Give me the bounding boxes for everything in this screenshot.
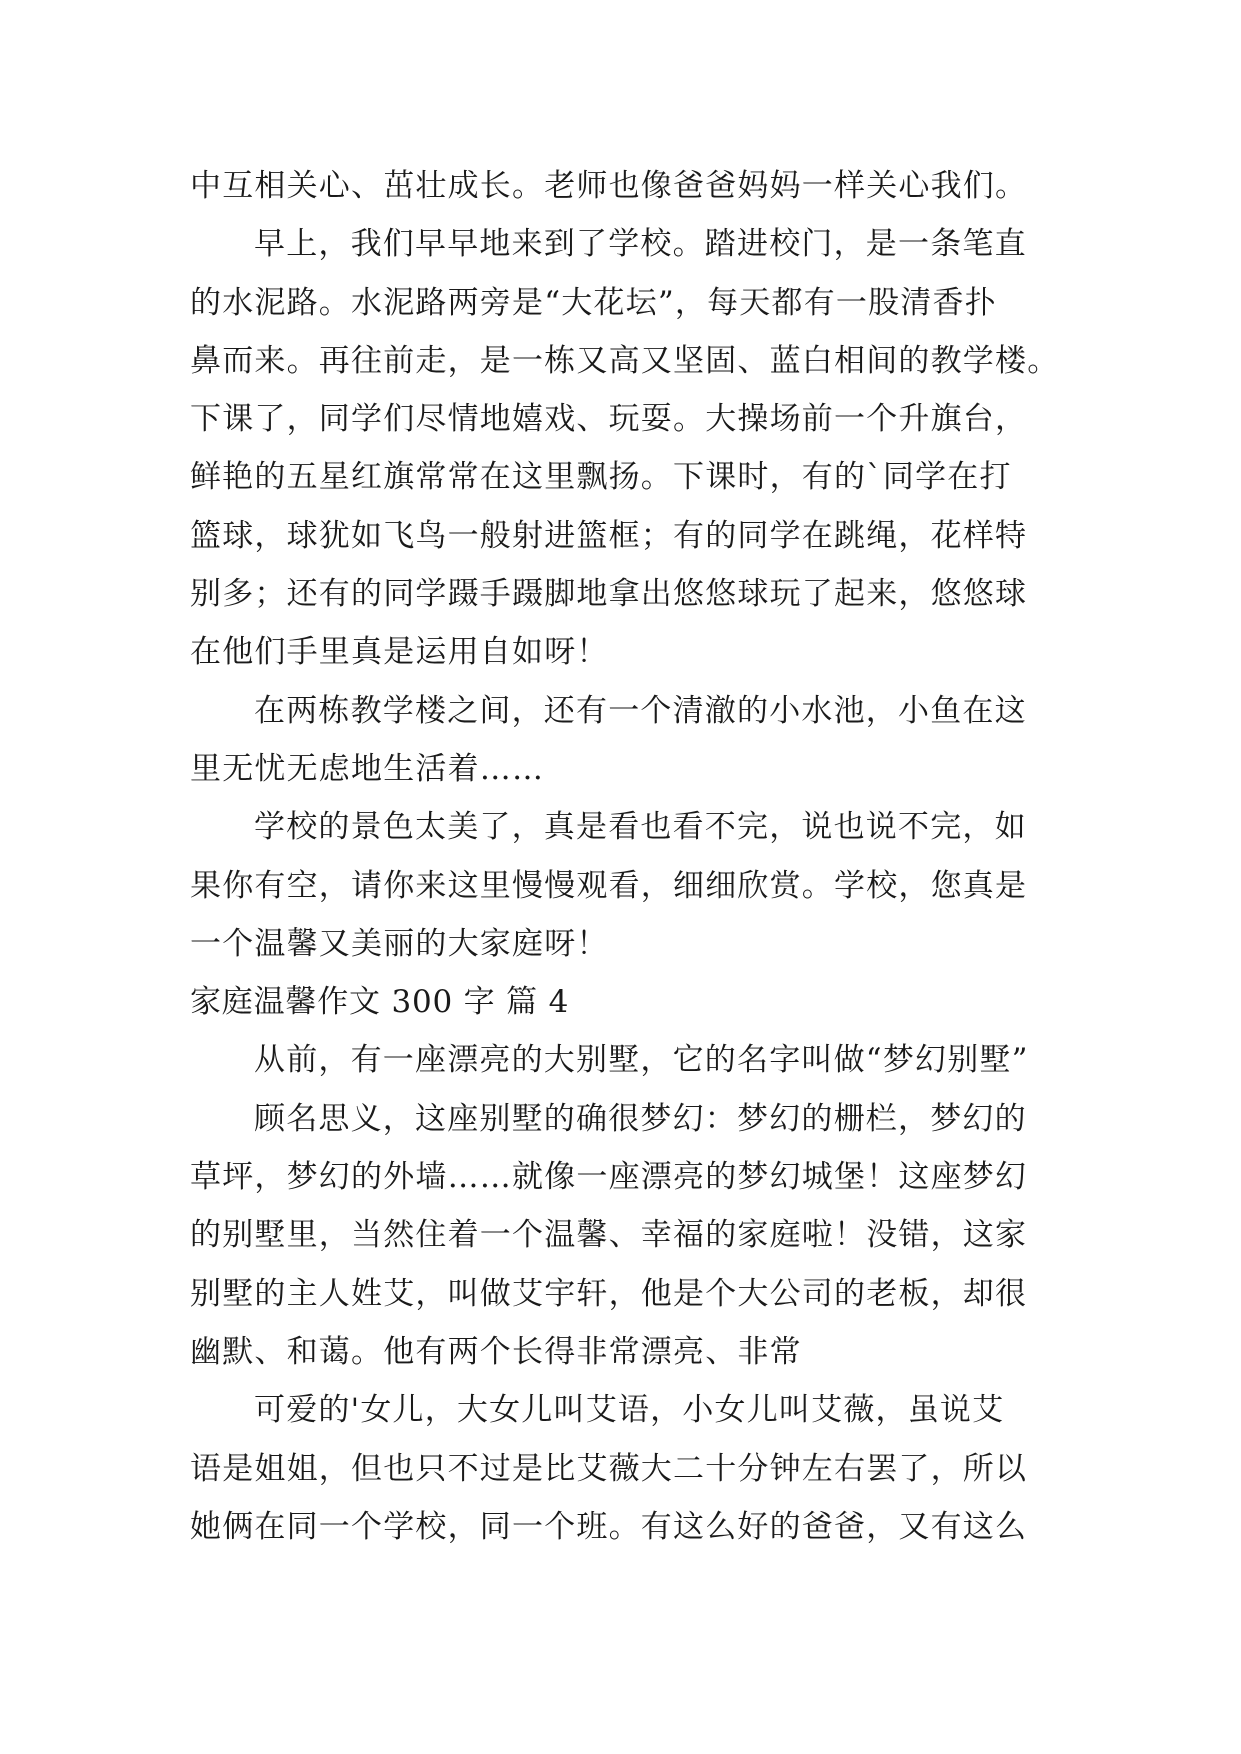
- text-line: 顾名思义，这座别墅的确很梦幻：梦幻的栅栏，梦幻的: [254, 1100, 1027, 1137]
- text-line: 在他们手里真是运用自如呀！: [190, 634, 609, 671]
- text-line: 别多；还有的同学蹑手蹑脚地拿出悠悠球玩了起来，悠悠球: [190, 576, 1028, 613]
- text-line: 下课了，同学们尽情地嬉戏、玩耍。大操场前一个升旗台，: [190, 401, 1028, 438]
- text-line: 里无忧无虑地生活着……: [190, 750, 545, 787]
- text-line: 从前，有一座漂亮的大别墅，它的名字叫做“梦幻别墅”: [254, 1042, 1029, 1079]
- text-line: 幽默、和蔼。他有两个长得非常漂亮、非常: [190, 1333, 802, 1370]
- text-line: 在两栋教学楼之间，还有一个清澈的小水池，小鱼在这: [254, 692, 1027, 729]
- text-line: 一个温馨又美丽的大家庭呀！: [190, 925, 609, 962]
- text-line: 早上，我们早早地来到了学校。踏进校门，是一条笔直: [254, 226, 1027, 263]
- text-line: 学校的景色太美了，真是看也看不完，说也说不完，如: [254, 809, 1027, 846]
- section-heading: 家庭温馨作文 300 字 篇 4: [190, 984, 570, 1021]
- text-line: 中互相关心、茁壮成长。老师也像爸爸妈妈一样关心我们。: [190, 168, 1028, 204]
- text-line: 鲜艳的五星红旗常常在这里飘扬。下课时，有的`同学在打: [190, 459, 1012, 496]
- text-line: 的水泥路。水泥路两旁是“大花坛”，每天都有一股清香扑: [190, 284, 997, 321]
- text-line: 果你有空，请你来这里慢慢观看，细细欣赏。学校，您真是: [190, 867, 1028, 904]
- text-line: 可爱的'女儿，大女儿叫艾语，小女儿叫艾薇，虽说艾: [254, 1392, 1005, 1429]
- text-line: 的别墅里，当然住着一个温馨、幸福的家庭啦！没错，这家: [190, 1217, 1028, 1254]
- essay-text: [190, 157, 1090, 1556]
- text-line: 草坪，梦幻的外墙……就像一座漂亮的梦幻城堡！这座梦幻: [190, 1159, 1028, 1196]
- text-line: 语是姐姐，但也只不过是比艾薇大二十分钟左右罢了，所以: [190, 1450, 1028, 1487]
- text-line: 别墅的主人姓艾，叫做艾宇轩，他是个大公司的老板，却很: [190, 1275, 1028, 1312]
- text-line: 她俩在同一个学校，同一个班。有这么好的爸爸，又有这么: [190, 1508, 1028, 1545]
- text-line: 鼻而来。再往前走，是一栋又高又坚固、蓝白相间的教学楼。: [190, 342, 1060, 379]
- text-line: 篮球，球犹如飞鸟一般射进篮框；有的同学在跳绳，花样特: [190, 517, 1028, 554]
